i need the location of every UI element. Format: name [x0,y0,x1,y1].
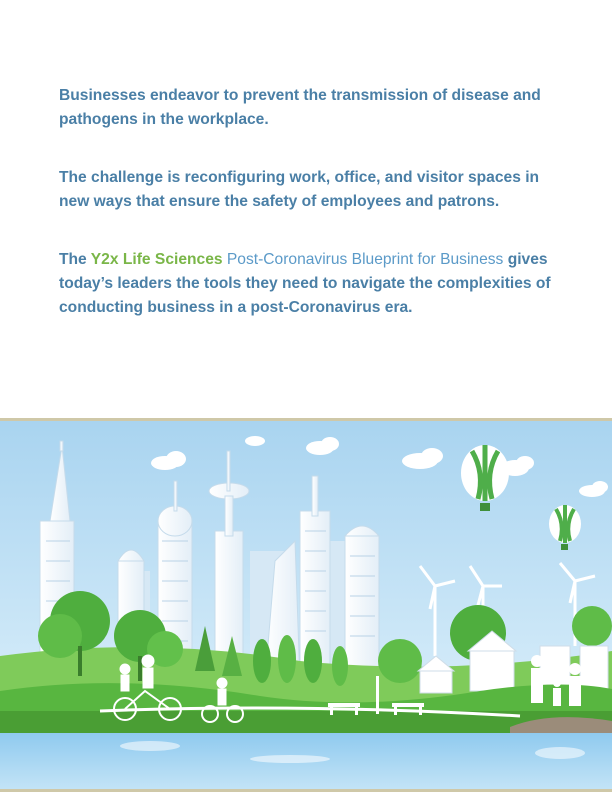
blueprint-rest: gives today’s leaders the tools they need to navigate the complexities of conducting business in a post-Coronavirus era. [59,251,551,316]
paragraph-blueprint [59,248,559,320]
brand-name: Y2x Life Sciences [90,251,223,268]
blueprint-lead: The [59,251,91,268]
paragraph-challenge: The challenge is reconfiguring work, office, and visitor spaces in new ways that ensure the safety of employees and patrons. [59,169,540,210]
lamp-post [376,676,379,714]
city-scene [0,421,612,792]
product-name: Post-Coronavirus Blueprint for Business [222,251,504,268]
eco-city-illustration [0,418,612,792]
paragraph-disease-prevention: Businesses endeavor to prevent the transmission of disease and pathogens in the workplace. [59,87,541,128]
